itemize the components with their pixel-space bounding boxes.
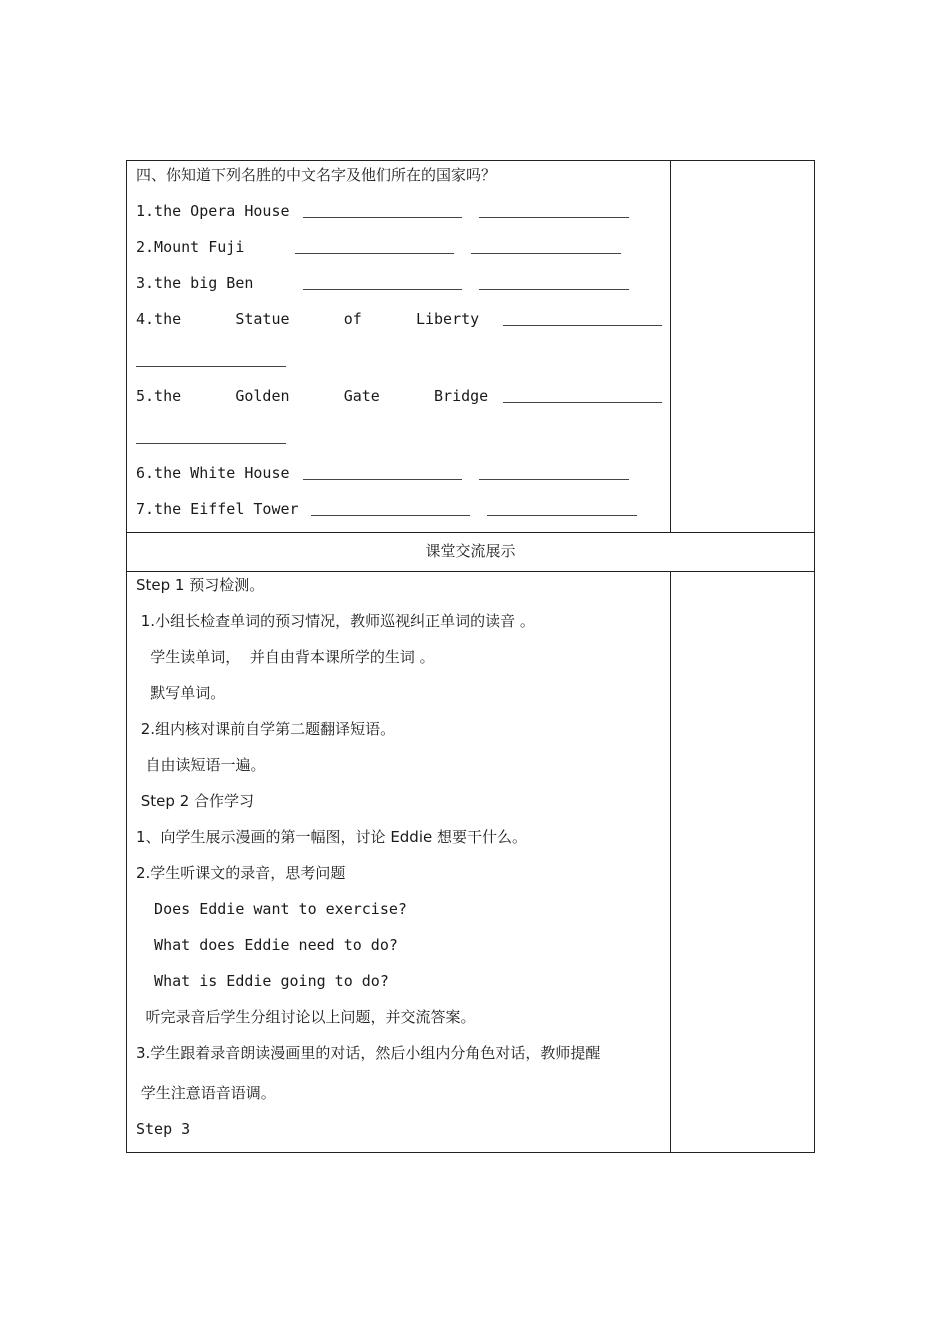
answer-blank[interactable] [479, 217, 629, 218]
landmark-item: 2.Mount Fuji [136, 238, 245, 256]
landmark-item: 4.the Statue of Liberty [136, 310, 480, 328]
answer-blank[interactable] [487, 515, 637, 516]
question-line: Does Eddie want to exercise? [136, 900, 407, 918]
step-line: Step 1 预习检测。 [136, 576, 265, 594]
answer-blank[interactable] [503, 325, 662, 326]
step-line: 学生读单词， 并自由背本课所学的生词 。 [136, 648, 435, 666]
step-line: 学生注意语音语调。 [136, 1084, 276, 1102]
step-line: 默写单词。 [136, 684, 226, 702]
landmark-item: 1.the Opera House [136, 202, 290, 220]
answer-blank[interactable] [303, 217, 462, 218]
answer-blank[interactable] [503, 402, 662, 403]
answer-blank[interactable] [136, 443, 286, 444]
step-line: 2.组内核对课前自学第二题翻译短语。 [136, 720, 396, 738]
step-line: Step 2 合作学习 [136, 792, 255, 810]
landmark-item: 5.the Golden Gate Bridge [136, 387, 489, 405]
step-line: 听完录音后学生分组讨论以上问题，并交流答案。 [136, 1008, 476, 1026]
step-line: 1、向学生展示漫画的第一幅图，讨论 Eddie 想要干什么。 [136, 828, 527, 846]
row-divider-2 [127, 571, 814, 572]
column-divider-top [670, 161, 671, 532]
landmark-item: 7.the Eiffel Tower [136, 500, 299, 518]
step-line: 3.学生跟着录音朗读漫画里的对话，然后小组内分角色对话，教师提醒 [136, 1044, 601, 1062]
section4-title: 四、你知道下列名胜的中文名字及他们所在的国家吗？ [136, 166, 497, 184]
answer-blank[interactable] [303, 479, 462, 480]
answer-blank[interactable] [295, 253, 454, 254]
column-divider-bottom [670, 571, 671, 1152]
classroom-header: 课堂交流展示 [425, 542, 516, 560]
landmark-item: 6.the White House [136, 464, 290, 482]
question-line: What is Eddie going to do? [136, 972, 389, 990]
step-line: Step 3 [136, 1120, 191, 1138]
question-line: What does Eddie need to do? [136, 936, 398, 954]
answer-blank[interactable] [479, 479, 629, 480]
landmark-item: 3.the big Ben [136, 274, 254, 292]
answer-blank[interactable] [303, 289, 462, 290]
row-divider-1 [127, 532, 814, 533]
step-line: 1.小组长检查单词的预习情况，教师巡视纠正单词的读音 。 [136, 612, 535, 630]
step-line: 自由读短语一遍。 [136, 756, 266, 774]
step-line: 2.学生听课文的录音，思考问题 [136, 864, 346, 882]
answer-blank[interactable] [311, 515, 470, 516]
answer-blank[interactable] [479, 289, 629, 290]
answer-blank[interactable] [471, 253, 621, 254]
answer-blank[interactable] [136, 366, 286, 367]
lesson-table [126, 160, 815, 1153]
